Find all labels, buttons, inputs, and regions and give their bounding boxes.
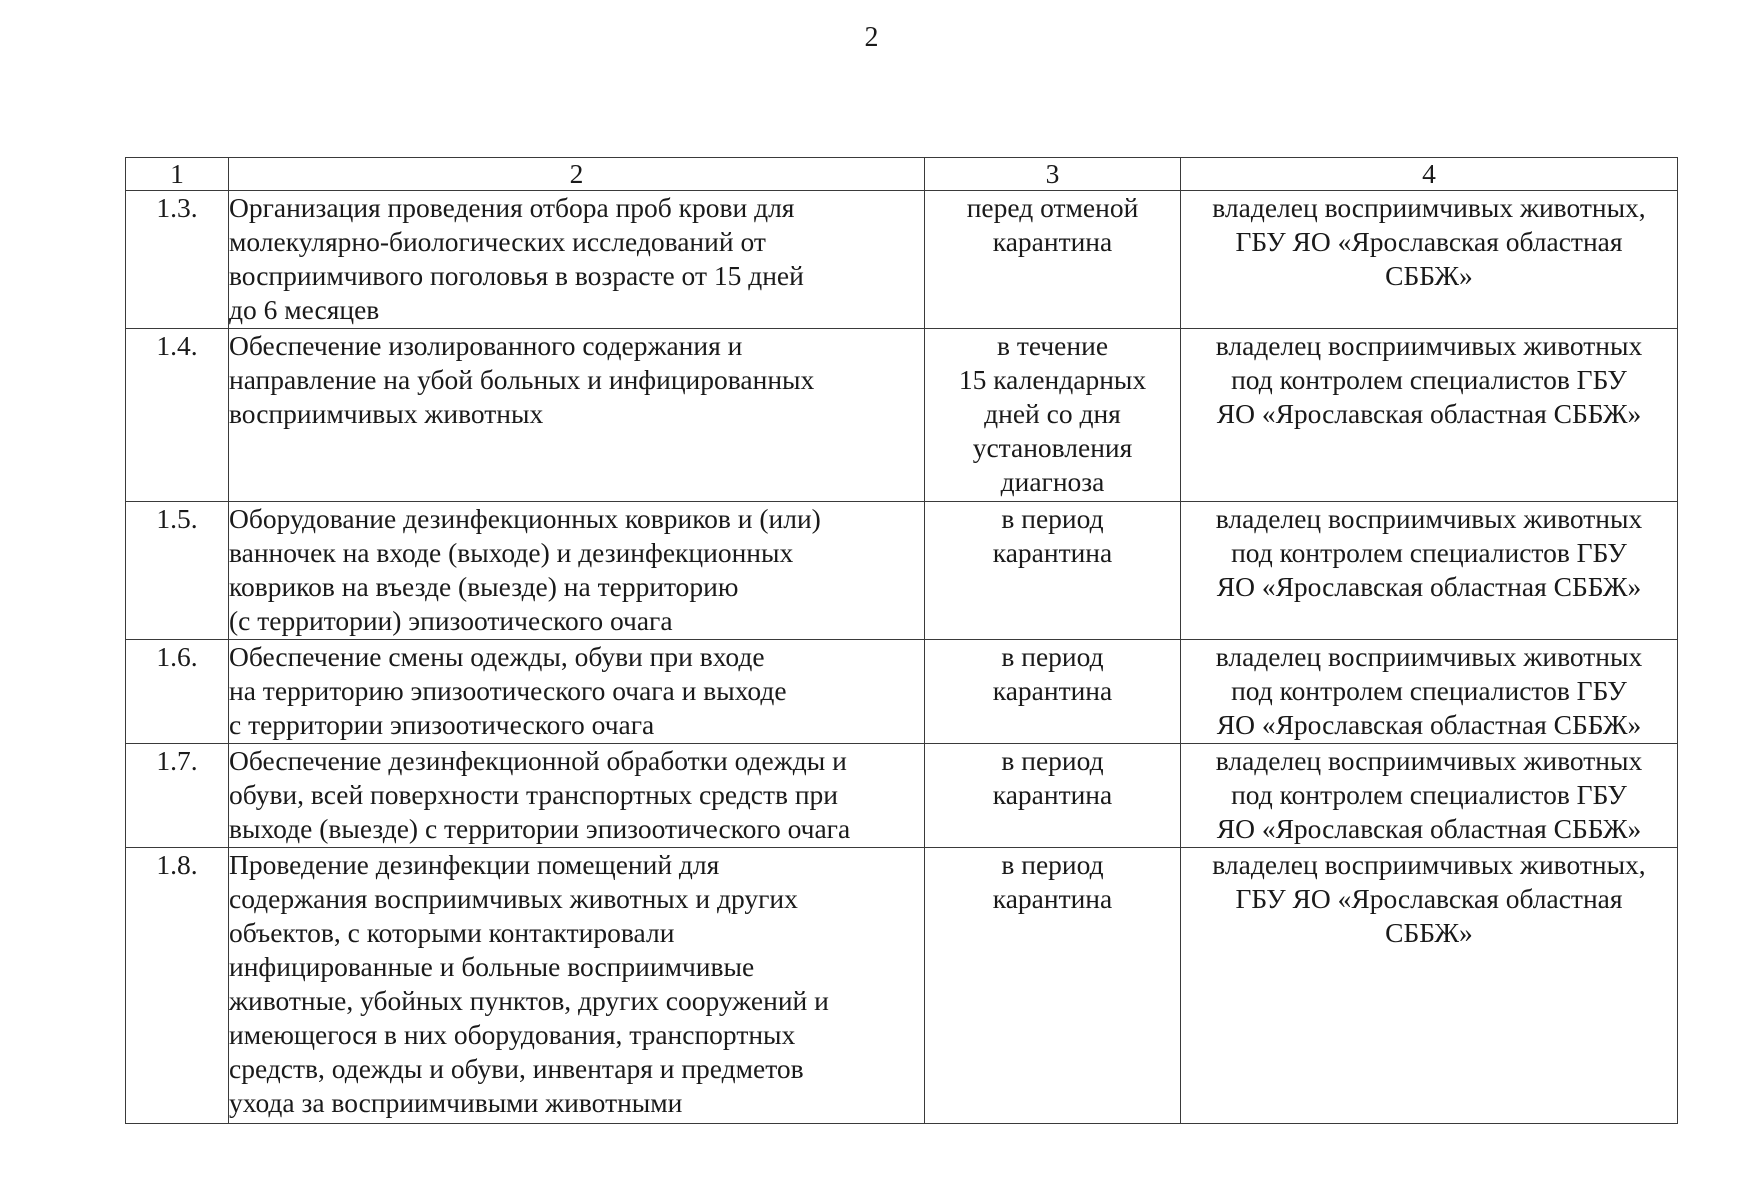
activity-line: инфицированные и больные восприимчивые <box>229 951 755 982</box>
deadline-line: диагноза <box>1000 466 1105 497</box>
responsible-line: владелец восприимчивых животных <box>1215 641 1643 672</box>
responsible-line: СББЖ» <box>1385 260 1473 291</box>
deadline-line: перед отменой <box>966 192 1139 223</box>
column-header-2: 2 <box>229 158 925 191</box>
activity-cell <box>229 329 925 502</box>
deadline-line: установления <box>972 432 1133 463</box>
deadline-cell <box>925 848 1181 1124</box>
responsible-line: ЯО «Ярославская областная СББЖ» <box>1216 571 1642 602</box>
header-row <box>126 158 1678 191</box>
activity-line: ковриков на въезде (выезде) на территорию <box>229 571 739 602</box>
page-number: 2 <box>864 22 879 53</box>
activity-line: (с территории) эпизоотического очага <box>229 605 673 636</box>
activity-line: Оборудование дезинфекционных ковриков и (или) <box>229 503 821 534</box>
activity-line: восприимчивых животных <box>229 398 544 429</box>
row-number: 1.5. <box>126 502 229 640</box>
deadline-line: в период <box>1001 849 1104 880</box>
activity-line: Организация проведения отбора проб крови для <box>229 192 795 223</box>
responsible-line: владелец восприимчивых животных, <box>1212 849 1646 880</box>
activity-line: содержания восприимчивых животных и других <box>229 883 798 914</box>
table-row <box>126 848 1678 1124</box>
table-row <box>126 329 1678 502</box>
responsible-line: СББЖ» <box>1385 917 1473 948</box>
deadline-cell <box>925 329 1181 502</box>
activity-line: ухода за восприимчивыми животными <box>229 1087 683 1118</box>
activity-line: животные, убойных пунктов, других сооружений и <box>229 985 829 1016</box>
deadline-line: карантина <box>992 883 1113 914</box>
row-number: 1.3. <box>126 191 229 329</box>
activity-cell <box>229 191 925 329</box>
responsible-line: ЯО «Ярославская областная СББЖ» <box>1216 813 1642 844</box>
responsible-line: ГБУ ЯО «Ярославская областная <box>1235 226 1623 257</box>
responsible-cell <box>1181 191 1678 329</box>
activity-cell <box>229 848 925 1124</box>
activity-line: обуви, всей поверхности транспортных средств при <box>229 779 839 810</box>
row-number: 1.7. <box>126 744 229 848</box>
activity-line: Проведение дезинфекции помещений для <box>229 849 720 880</box>
deadline-line: 15 календарных <box>958 364 1147 395</box>
responsible-cell <box>1181 744 1678 848</box>
deadline-line: в течение <box>996 330 1109 361</box>
responsible-line: владелец восприимчивых животных <box>1215 745 1643 776</box>
deadline-cell <box>925 744 1181 848</box>
activity-line: направление на убой больных и инфицированных <box>229 364 815 395</box>
responsible-line: под контролем специалистов ГБУ <box>1231 364 1627 395</box>
activity-line: до 6 месяцев <box>229 294 380 325</box>
column-header-3: 3 <box>925 158 1181 191</box>
activity-cell <box>229 502 925 640</box>
deadline-line: в период <box>1001 641 1104 672</box>
activity-line: имеющегося в них оборудования, транспортных <box>229 1019 796 1050</box>
column-header-1: 1 <box>126 158 229 191</box>
activity-line: молекулярно-биологических исследований от <box>229 226 766 257</box>
responsible-line: под контролем специалистов ГБУ <box>1231 537 1627 568</box>
deadline-line: дней со дня <box>984 398 1121 429</box>
deadline-line: карантина <box>992 675 1113 706</box>
activity-line: объектов, с которыми контактировали <box>229 917 675 948</box>
responsible-line: владелец восприимчивых животных <box>1215 330 1643 361</box>
row-number: 1.6. <box>126 640 229 744</box>
deadline-line: в период <box>1001 503 1104 534</box>
activity-line: выходе (выезде) с территории эпизоотического очага <box>229 813 851 844</box>
activity-line: средств, одежды и обуви, инвентаря и предметов <box>229 1053 804 1084</box>
row-number: 1.8. <box>126 848 229 1124</box>
deadline-cell <box>925 191 1181 329</box>
responsible-cell <box>1181 848 1678 1124</box>
deadline-line: в период <box>1001 745 1104 776</box>
activity-line: с территории эпизоотического очага <box>229 709 655 740</box>
activity-line: ванночек на входе (выходе) и дезинфекционных <box>229 537 794 568</box>
activity-line: на территорию эпизоотического очага и выходе <box>229 675 787 706</box>
table-row <box>126 744 1678 848</box>
responsible-cell <box>1181 329 1678 502</box>
measures-table <box>125 157 1678 1124</box>
deadline-cell <box>925 640 1181 744</box>
activity-line: Обеспечение изолированного содержания и <box>229 330 743 361</box>
column-header-4: 4 <box>1181 158 1678 191</box>
responsible-line: ГБУ ЯО «Ярославская областная <box>1235 883 1623 914</box>
responsible-line: под контролем специалистов ГБУ <box>1231 779 1627 810</box>
activity-line: Обеспечение смены одежды, обуви при входе <box>229 641 765 672</box>
responsible-line: ЯО «Ярославская областная СББЖ» <box>1216 398 1642 429</box>
responsible-cell <box>1181 640 1678 744</box>
activity-cell <box>229 744 925 848</box>
activity-line: Обеспечение дезинфекционной обработки одежды и <box>229 745 847 776</box>
activity-cell <box>229 640 925 744</box>
deadline-line: карантина <box>992 779 1113 810</box>
table-row <box>126 502 1678 640</box>
deadline-line: карантина <box>992 226 1113 257</box>
table-row <box>126 191 1678 329</box>
deadline-line: карантина <box>992 537 1113 568</box>
responsible-cell <box>1181 502 1678 640</box>
row-number: 1.4. <box>126 329 229 502</box>
responsible-line: владелец восприимчивых животных, <box>1212 192 1646 223</box>
responsible-line: ЯО «Ярославская областная СББЖ» <box>1216 709 1642 740</box>
responsible-line: под контролем специалистов ГБУ <box>1231 675 1627 706</box>
deadline-cell <box>925 502 1181 640</box>
responsible-line: владелец восприимчивых животных <box>1215 503 1643 534</box>
activity-line: восприимчивого поголовья в возрасте от 15 дней <box>229 260 804 291</box>
table-row <box>126 640 1678 744</box>
